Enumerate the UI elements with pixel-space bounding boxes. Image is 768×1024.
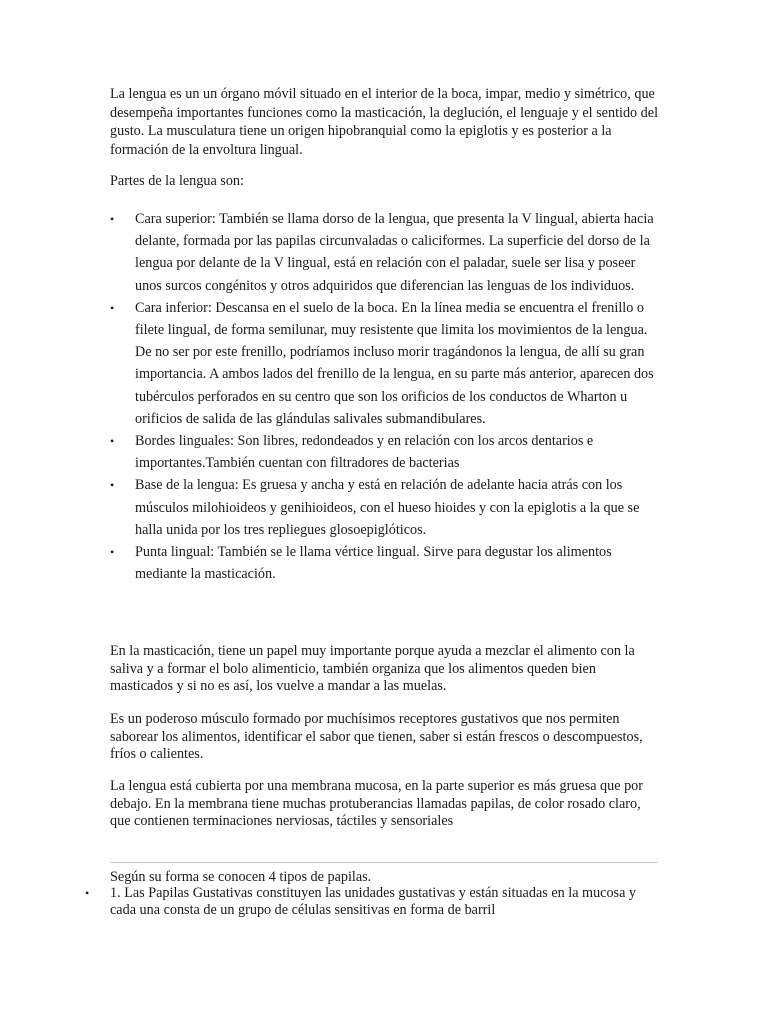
- mastication-paragraph: En la masticación, tiene un papel muy importante porque ayuda a mezclar el alimento con la saliva y a formar el bolo alimenticio, también organiza que los alimentos queden bien masticados y si no es así, los vuelve a mandar a las muelas.: [110, 643, 635, 694]
- parts-list: [110, 208, 662, 585]
- list-item-text: Base de la lengua: Es gruesa y ancha y está en relación de adelante hacia atrás con los músculos milohioideos y genihioideos, con el hueso hioides y con la epiglotis a la que se halla unida por los tres repliegues glosoepiglóticos.: [135, 477, 640, 538]
- list-item-text: Punta lingual: También se le llama vértice lingual. Sirve para degustar los alimentos mediante la masticación.: [135, 544, 612, 583]
- parts-heading: Partes de la lengua son:: [110, 173, 244, 189]
- bullet-icon: •: [85, 886, 90, 900]
- papila-item-text: 1. Las Papilas Gustativas constituyen las unidades gustativas y están situadas en la mucosa y cada una consta de un grupo de células sensitivas en forma de barril: [110, 885, 637, 918]
- list-item: [110, 430, 662, 474]
- bullet-icon: •: [110, 434, 115, 449]
- bullet-icon: •: [110, 300, 115, 315]
- section-divider: [110, 862, 658, 863]
- bullet-icon: •: [110, 212, 115, 226]
- bullet-icon: •: [110, 478, 115, 493]
- list-item: [110, 541, 662, 585]
- list-item-text: Cara inferior: Descansa en el suelo de la boca. En la línea media se encuentra el frenillo o filete lingual, de forma semilunar, muy resistente que limita los movimientos de la lengua. De no ser por este frenillo, podríamos incluso morir tragándonos la lengua, de allí su gran importancia. A ambos lados del frenillo de la lengua, en su parte más anterior, aparecen dos tubérculos perforados en su centro que son los orificios de los conductos de Wharton u orificios de salida de las glándulas salivales submandibulares.: [135, 299, 654, 427]
- papilas-heading: Según su forma se conocen 4 tipos de papilas.: [110, 869, 372, 885]
- list-item: [110, 474, 662, 541]
- list-item: [110, 297, 662, 430]
- muscle-paragraph: Es un poderoso músculo formado por muchísimos receptores gustativos que nos permiten saborear los alimentos, identificar el sabor que tienen, saber si están frescos o descompuestos, fríos o calientes.: [110, 711, 643, 762]
- list-item: [110, 208, 662, 297]
- mucosa-paragraph: La lengua está cubierta por una membrana mucosa, en la parte superior es más gruesa que por debajo. En la membrana tiene muchas protuberancias llamadas papilas, de color rosado claro, que contienen terminaciones nerviosas, táctiles y sensoriales: [110, 778, 644, 829]
- intro-paragraph: La lengua es un un órgano móvil situado en el interior de la boca, impar, medio y simétrico, que desempeña importantes funciones como la masticación, la deglución, el lenguaje y el sentido del gusto. La musculatura tiene un origen hipobranquial como la epiglotis y es posterior a la formación de la envoltura lingual.: [110, 86, 659, 158]
- list-item-text: Bordes linguales: Son libres, redondeados y en relación con los arcos dentarios e importantes.También cuentan con filtradores de bacterias: [135, 433, 594, 472]
- list-item-text: Cara superior: También se llama dorso de la lengua, que presenta la V lingual, abierta hacia delante, formada por las papilas circunvaladas o caliciformes. La superficie del dorso de la lengua por delante de la V lingual, está en relación con el paladar, suele ser lisa y poseer unos surcos congénitos y otros adquiridos que diferencian las lenguas de los individuos.: [135, 211, 654, 294]
- bullet-icon: •: [110, 545, 115, 560]
